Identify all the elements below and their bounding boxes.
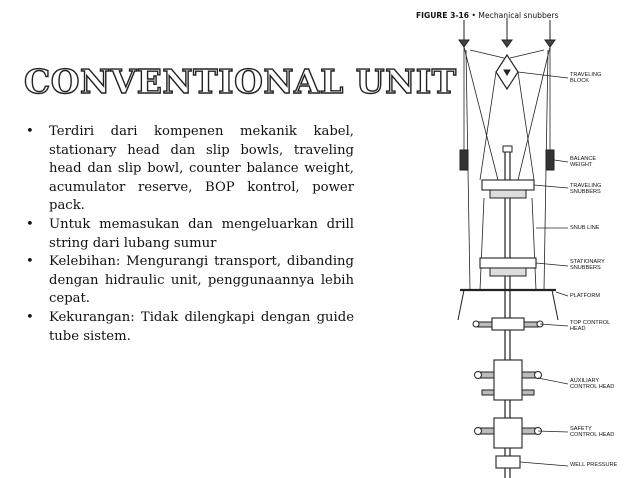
bullet-item: • Kelebihan: Mengurangi transport, dibanding dengan hidraulic unit, penggunaannya lebih cepat. [26, 253, 354, 309]
traveling-snubbers [482, 180, 568, 198]
balance-weight-right [546, 150, 554, 170]
stationary-snubbers [480, 258, 568, 276]
safety-control-head [475, 418, 569, 448]
caption-separator: • [471, 11, 476, 20]
snubber-diagram [400, 0, 638, 478]
label-platform: PLATFORM [570, 293, 601, 299]
bullet-item: • Untuk memasukan dan mengeluarkan drill string dari lubang sumur [26, 216, 354, 253]
figure-caption-text: Mechanical snubbers [478, 11, 559, 20]
label-well-pressure: WELL PRESSURE [570, 462, 618, 468]
label-stationary-snubbers: STATIONARY SNUBBERS [570, 259, 605, 272]
label-balance-weight: BALANCE WEIGHT [570, 156, 597, 169]
mechanical-snubber-figure [400, 0, 638, 478]
label-snub-line: SNUB LINE [570, 225, 600, 231]
bullet-item: • Terdiri dari kompenen mekanik kabel, stationary head dan slip bowls, traveling head dan slip bowl, counter balance weight, acumulator reserve, BOP kontrol, power pack. [26, 123, 354, 216]
label-traveling-block: TRAVELING BLOCK [570, 72, 602, 85]
label-auxiliary-control-head: AUXILIARY CONTROL HEAD [570, 378, 615, 391]
label-traveling-snubbers: TRAVELING SNUBBERS [570, 183, 602, 196]
label-safety-control-head: SAFETY CONTROL HEAD [570, 426, 615, 439]
slide-title: CONVENTIONAL UNIT [24, 62, 457, 101]
label-top-control-head: TOP CONTROL HEAD [570, 320, 611, 333]
auxiliary-control-head [475, 360, 569, 400]
top-control-head [473, 318, 568, 330]
bullet-list [26, 123, 354, 346]
crown-sheave-center [502, 18, 512, 47]
traveling-block [496, 55, 568, 89]
crown-sheave-left [459, 20, 469, 47]
balance-weight-left [460, 150, 468, 170]
platform [458, 290, 568, 320]
well-pressure [496, 456, 568, 468]
bullet-item: • Kekurangan: Tidak dilengkapi dengan guide tube sistem. [26, 309, 354, 346]
crown-sheave-right [545, 20, 555, 47]
figure-number: FIGURE 3-16 [416, 11, 470, 20]
